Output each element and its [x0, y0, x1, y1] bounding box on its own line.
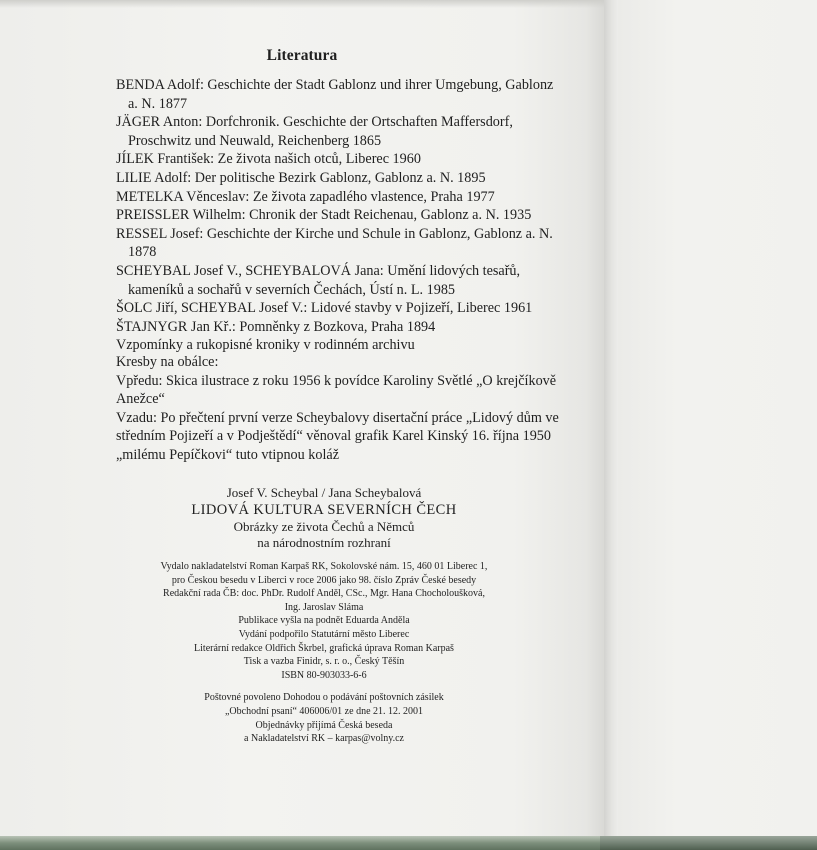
- bibliography-entry: ŠOLC Jiří, SCHEYBAL Josef V.: Lidové stavby v Pojizeří, Liberec 1961: [116, 300, 533, 317]
- bibliography-entry: ŠTAJNYGR Jan Kř.: Pomněnky z Bozkova, Praha 1894: [116, 318, 436, 335]
- publisher-line: Literární redakce Oldřich Škrbel, grafická úprava Roman Karpaš: [194, 642, 454, 654]
- right-page: [618, 0, 817, 850]
- bibliography-list: [116, 76, 556, 355]
- book-gutter: [604, 0, 618, 850]
- cover-edge-dark: [600, 836, 817, 850]
- back-cover-note: Vzadu: Po přečtení první verze Scheybalovy disertační práce „Lidový dům ve středním Pojizeří a v Podještědí“ věnoval grafik Karel Kinský 16. října 1950 „milému Pepíčkovi“ tuto vtipnou koláž: [116, 409, 559, 463]
- colophon: [124, 484, 524, 746]
- bibliography-entry: JÄGER Anton: Dorfchronik. Geschichte der Ortschaften Maffersdorf, Proschwitz und Neuwald, Reichenberg 1865: [116, 114, 513, 149]
- bibliography-entry: LILIE Adolf: Der politische Bezirk Gablonz, Gablonz a. N. 1895: [116, 169, 486, 186]
- postal-line: Objednávky přijímá Česká beseda: [255, 719, 393, 731]
- bibliography-entry: BENDA Adolf: Geschichte der Stadt Gablonz und ihrer Umgebung, Gablonz a. N. 1877: [116, 77, 554, 112]
- literature-heading: Literatura: [266, 47, 338, 64]
- bibliography-entry: JÍLEK František: Ze života našich otců, Liberec 1960: [116, 151, 421, 168]
- cover-drawings-section: [116, 353, 566, 465]
- postal-line: „Obchodní psaní“ 406006/01 ze dne 21. 12. 2001: [224, 705, 424, 717]
- front-cover-note: Vpředu: Skica ilustrace z roku 1956 k povídce Karoliny Světlé „O krejčíkově Anežce“: [116, 372, 557, 408]
- book-subtitle-line: na národnostním rozhraní: [257, 535, 391, 550]
- publisher-line: Publikace vyšla na podnět Eduarda Anděla: [238, 615, 410, 627]
- bibliography-entry: RESSEL Josef: Geschichte der Kirche und Schule in Gablonz, Gablonz a. N. 1878: [116, 225, 553, 261]
- postal-line: Poštovné povoleno Dohodou o podávání poštovních zásilek: [204, 692, 444, 704]
- cover-drawings-heading: Kresby na obálce:: [116, 354, 219, 370]
- book-title: LIDOVÁ KULTURA SEVERNÍCH ČECH: [191, 502, 457, 518]
- bibliography-entry: METELKA Věnceslav: Ze života zapadlého vlastence, Praha 1977: [116, 188, 495, 205]
- book-subtitle-line: Obrázky ze života Čechů a Němců: [233, 519, 415, 534]
- book-authors: Josef V. Scheybal / Jana Scheybalová: [226, 485, 422, 500]
- publisher-line: Tisk a vazba Finidr, s. r. o., Český Těšín: [243, 656, 405, 668]
- publisher-line: Ing. Jaroslav Sláma: [284, 601, 364, 613]
- bibliography-entry: SCHEYBAL Josef V., SCHEYBALOVÁ Jana: Umění lidových tesařů, kameníků a sochařů v severních Čechách, Ústí n. L. 1985: [116, 262, 521, 298]
- isbn: ISBN 80-903033-6-6: [281, 669, 367, 681]
- publisher-line: pro Českou besedu v Liberci v roce 2006 jako 98. číslo Zpráv České besedy: [171, 574, 477, 586]
- publisher-line: Vydalo nakladatelství Roman Karpaš RK, Sokolovské nám. 15, 460 01 Liberec 1,: [160, 561, 488, 572]
- page-top-shadow: [0, 0, 604, 8]
- bibliography-entry: PREISSLER Wilhelm: Chronik der Stadt Reichenau, Gablonz a. N. 1935: [116, 207, 532, 224]
- bibliography-entry: Vzpomínky a rukopisné kroniky v rodinném archivu: [116, 337, 415, 354]
- postal-line: a Nakladatelství RK – karpas@volny.cz: [244, 733, 404, 745]
- publisher-line: Vydání podpořilo Statutární město Liberec: [238, 628, 410, 640]
- publisher-line: Redakční rada ČB: doc. PhDr. Rudolf Anděl, CSc., Mgr. Hana Chocholoušková,: [163, 588, 485, 600]
